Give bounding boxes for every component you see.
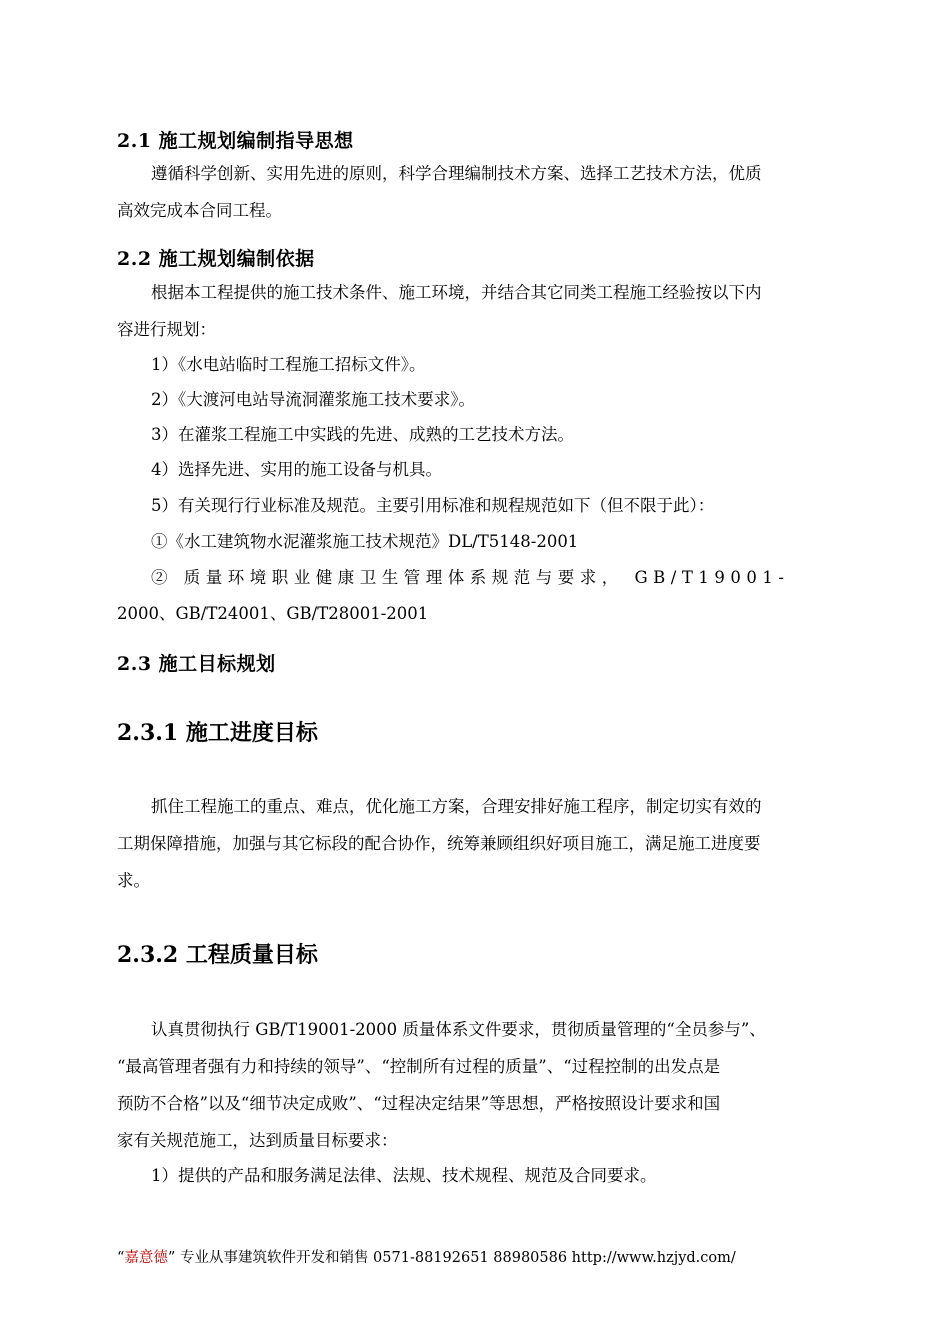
- footer-quote-open: “: [117, 1250, 125, 1266]
- paragraph-line: 抓住工程施工的重点、难点，优化施工方案，合理安排好施工程序，制定切实有效的: [151, 797, 762, 816]
- list-item: 1）提供的产品和服务满足法律、法规、技术规程、规范及合同要求。: [151, 1166, 657, 1185]
- paragraph-line: 工期保障措施，加强与其它标段的配合协作，统筹兼顾组织好项目施工，满足施工进度要: [117, 834, 761, 853]
- footer-quote-close: ”: [167, 1250, 176, 1266]
- list-item: 5）有关现行行业标准及规范。主要引用标准和规程规范如下（但不限于此）：: [151, 496, 715, 515]
- section-heading-2-3-2: 2.3.2 工程质量目标: [117, 942, 318, 968]
- paragraph-line: 高效完成本合同工程。: [117, 201, 282, 220]
- section-heading-2-1: 2.1 施工规划编制指导思想: [117, 130, 354, 152]
- paragraph-line: 预防不合格”以及“细节决定成败”、“过程决定结果”等思想，严格按照设计要求和国: [117, 1094, 721, 1113]
- page-footer: [117, 1246, 736, 1267]
- list-item: 2）《大渡河电站导流洞灌浆施工技术要求》。: [151, 390, 475, 409]
- list-item: 4）选择先进、实用的施工设备与机具。: [151, 460, 442, 479]
- footer-brand: 嘉意德: [124, 1250, 168, 1266]
- list-item-continuation: 2000、GB/T24001、GB/T28001-2001: [117, 604, 429, 623]
- list-item: ② 质量环境职业健康卫生管理体系规范与要求， GB/T19001-: [151, 568, 790, 587]
- section-heading-2-2: 2.2 施工规划编制依据: [117, 248, 315, 270]
- list-item: ①《水工建筑物水泥灌浆施工技术规范》DL/T5148-2001: [151, 532, 579, 551]
- footer-text: 专业从事建筑软件开发和销售 0571-88192651 88980586 http://www.hzjyd.com/: [175, 1250, 736, 1266]
- paragraph-line: 家有关规范施工，达到质量目标要求：: [117, 1131, 398, 1150]
- paragraph-line: 根据本工程提供的施工技术条件、施工环境，并结合其它同类工程施工经验按以下内: [151, 283, 762, 302]
- paragraph-line: 遵循科学创新、实用先进的原则，科学合理编制技术方案、选择工艺技术方法，优质: [151, 164, 762, 183]
- paragraph-line: 认真贯彻执行 GB/T19001-2000 质量体系文件要求，贯彻质量管理的“全员参与”、: [151, 1020, 766, 1039]
- paragraph-line: 求。: [117, 871, 150, 890]
- paragraph-line: “最高管理者强有力和持续的领导”、“控制所有过程的质量”、“过程控制的出发点是: [117, 1057, 721, 1076]
- list-item: 1）《水电站临时工程施工招标文件》。: [151, 355, 426, 374]
- list-item: 3）在灌浆工程施工中实践的先进、成熟的工艺技术方法。: [151, 425, 574, 444]
- section-heading-2-3-1: 2.3.1 施工进度目标: [117, 720, 318, 746]
- paragraph-line: 容进行规划：: [117, 320, 216, 339]
- section-heading-2-3: 2.3 施工目标规划: [117, 653, 276, 675]
